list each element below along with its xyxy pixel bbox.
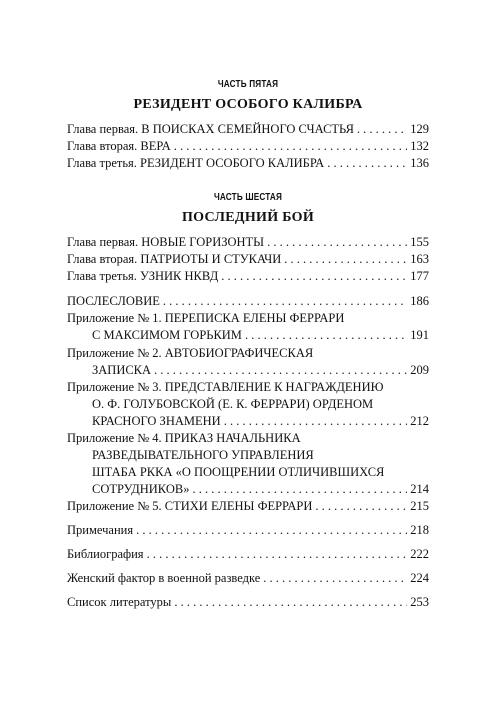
toc-entry-page: 218: [410, 523, 429, 537]
toc-entry[interactable]: [67, 234, 429, 251]
toc-entry-title-cont: О. Ф. ГОЛУБОВСКОЙ (Е. К. ФЕРРАРИ) ОРДЕНОМ: [92, 397, 374, 411]
toc-entry-page: 136: [410, 156, 429, 170]
leader-dots: [315, 498, 407, 515]
toc-entry-page: 186: [410, 294, 429, 308]
toc-entry-title: Приложение № 2. АВТОБИОГРАФИЧЕСКАЯ: [67, 346, 314, 360]
toc-entry[interactable]: [67, 251, 429, 268]
toc-entry-page: 222: [410, 547, 429, 561]
toc-entry-title-cont: КРАСНОГО ЗНАМЕНИ: [92, 414, 221, 428]
toc-entry[interactable]: [67, 345, 429, 379]
leader-dots: [267, 234, 407, 251]
toc-entry-page: 129: [410, 122, 429, 136]
toc-entry[interactable]: [67, 121, 429, 138]
toc-entry-title: Глава третья. УЗНИК НКВД: [67, 269, 219, 283]
toc-entry-title: Женский фактор в военной разведке: [67, 571, 261, 585]
toc-entry-title: Приложение № 1. ПЕРЕПИСКА ЕЛЕНЫ ФЕРРАРИ: [67, 311, 345, 325]
leader-dots: [245, 327, 407, 344]
toc-entry-title: Приложение № 4. ПРИКАЗ НАЧАЛЬНИКА: [67, 431, 301, 445]
toc-entry[interactable]: [67, 268, 429, 285]
leader-dots: [192, 481, 407, 498]
toc-entry-title: Глава первая. В ПОИСКАХ СЕМЕЙНОГО СЧАСТЬЯ: [67, 122, 354, 136]
toc-entry-page: 214: [410, 482, 429, 496]
toc-entry-title: Примечания: [67, 523, 134, 537]
toc-entry-title-cont: ЗАПИСКА: [92, 363, 152, 377]
part6-title: ПОСЛЕДНИЙ БОЙ: [181, 210, 315, 225]
leader-dots: [284, 251, 407, 268]
toc-entry[interactable]: [67, 379, 429, 430]
toc-entry[interactable]: [67, 546, 429, 563]
toc-entry[interactable]: [67, 310, 429, 344]
toc-entry-page: 215: [410, 499, 429, 513]
toc-entry-page: 155: [410, 235, 429, 249]
leader-dots: [221, 268, 407, 285]
toc-entry-title: ПОСЛЕСЛОВИЕ: [67, 294, 160, 308]
leader-dots: [263, 570, 407, 587]
toc-entry-title-cont: С МАКСИМОМ ГОРЬКИМ: [92, 328, 242, 342]
toc-entry-title: Глава вторая. ВЕРА: [67, 139, 171, 153]
toc-entry-title-cont: РАЗВЕДЫВАТЕЛЬНОГО УПРАВЛЕНИЯ: [92, 448, 314, 462]
leader-dots: [174, 138, 407, 155]
toc-entry-page: 177: [410, 269, 429, 283]
toc-entry[interactable]: [67, 498, 429, 515]
toc-entry-page: 191: [410, 328, 429, 342]
leader-dots: [154, 362, 407, 379]
part6-label: ЧАСТЬ ШЕСТАЯ: [213, 192, 283, 203]
toc-entry-title: Глава первая. НОВЫЕ ГОРИЗОНТЫ: [67, 235, 265, 249]
toc-entry-page: 212: [410, 414, 429, 428]
toc-entry-page: 132: [410, 139, 429, 153]
toc-entry[interactable]: [67, 155, 429, 172]
toc-entry-title-cont: ШТАБА РККА «О ПООЩРЕНИИ ОТЛИЧИВШИХСЯ: [92, 465, 385, 479]
toc-entry-title: Глава третья. РЕЗИДЕНТ ОСОБОГО КАЛИБРА: [67, 156, 325, 170]
toc-entry-title: Список литературы: [67, 595, 172, 609]
toc-entry-page: 224: [410, 571, 429, 585]
leader-dots: [327, 155, 407, 172]
toc-entry[interactable]: [67, 522, 429, 539]
toc-entry-title-cont: СОТРУДНИКОВ»: [92, 482, 190, 496]
toc-entry-page: 163: [410, 252, 429, 266]
leader-dots: [357, 121, 407, 138]
toc-entry[interactable]: [67, 430, 429, 498]
leader-dots: [136, 522, 407, 539]
toc-entry[interactable]: [67, 138, 429, 155]
toc-entry-page: 209: [410, 363, 429, 377]
leader-dots: [163, 293, 407, 310]
leader-dots: [224, 413, 408, 430]
toc-entry[interactable]: [67, 570, 429, 587]
toc-entry-title: Библиография: [67, 547, 144, 561]
leader-dots: [174, 594, 407, 611]
toc-entry-title: Приложение № 3. ПРЕДСТАВЛЕНИЕ К НАГРАЖДЕНИЮ: [67, 380, 384, 394]
leader-dots: [147, 546, 408, 563]
part5-label: ЧАСТЬ ПЯТАЯ: [217, 79, 279, 90]
toc-entry[interactable]: [67, 293, 429, 310]
toc-entry-title: Глава вторая. ПАТРИОТЫ И СТУКАЧИ: [67, 252, 282, 266]
part5-title: РЕЗИДЕНТ ОСОБОГО КАЛИБРА: [133, 97, 363, 112]
toc-entry-title: Приложение № 5. СТИХИ ЕЛЕНЫ ФЕРРАРИ: [67, 499, 313, 513]
toc-entry[interactable]: [67, 594, 429, 611]
toc-entry-page: 253: [410, 595, 429, 609]
